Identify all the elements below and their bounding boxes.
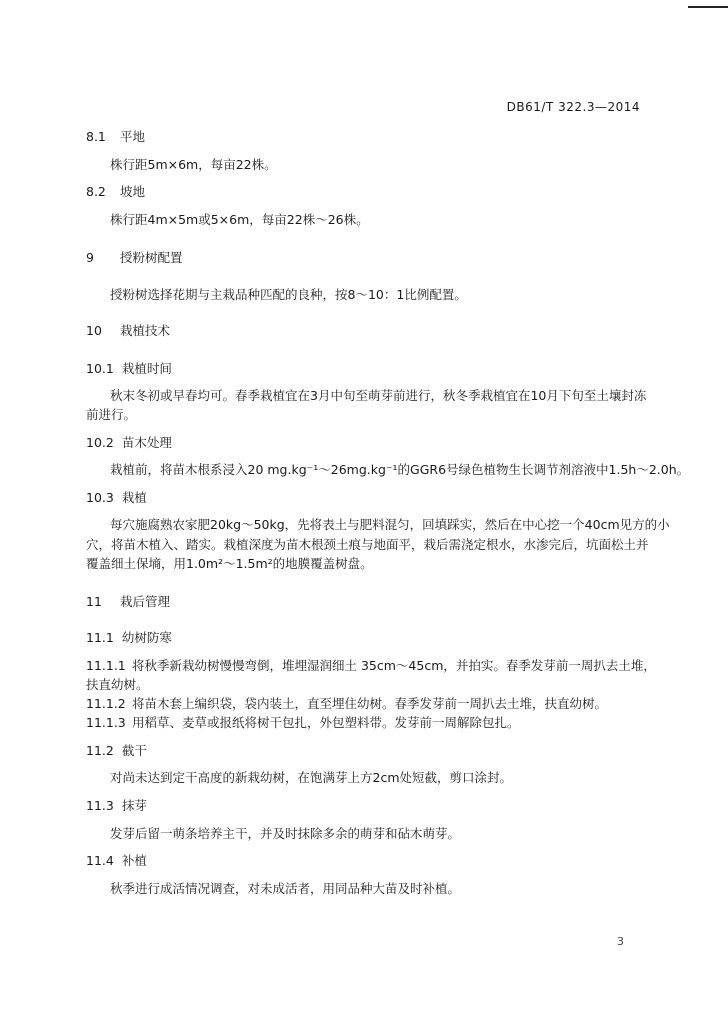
section-number: 10 (86, 323, 102, 338)
section-title: 平地 (120, 129, 146, 144)
heading-10-3 (86, 489, 642, 507)
section-title: 幼树防寒 (121, 630, 172, 645)
page-number: 3 (617, 935, 624, 948)
section-title: 栽植 (121, 490, 147, 505)
heading-9 (86, 249, 642, 267)
heading-10-2 (86, 434, 642, 452)
item-number: 11.1.1 (86, 658, 126, 673)
page-corner-mark (688, 0, 728, 8)
paragraph-8-2: 株行距4m×5m或5×6m，每亩22株～26株。 (110, 212, 369, 227)
section-title: 抹芽 (121, 798, 147, 813)
section-title: 栽植时间 (121, 361, 172, 376)
section-title: 栽植技术 (120, 323, 171, 338)
item-11-1-3 (86, 714, 642, 732)
heading-10-1 (86, 360, 642, 378)
heading-11-1 (86, 629, 642, 647)
heading-10 (86, 322, 642, 340)
paragraph-11-2: 对尚未达到定干高度的新栽幼树，在饱满芽上方2cm处短截，剪口涂封。 (110, 770, 513, 785)
paragraph-10-3-line-2: 穴，将苗木植入、踏实。栽植深度为苗木根颈土痕与地面平，栽后需浇定根水，水渗完后，坑面松土并 (86, 537, 649, 552)
heading-11 (86, 593, 642, 611)
section-title: 坡地 (120, 184, 146, 199)
item-11-1-1 (86, 657, 656, 675)
paragraph-10-1-line-2: 前进行。 (86, 407, 137, 422)
section-number: 11 (86, 594, 102, 609)
paragraph-10-1-line-1: 秋末冬初或早春均可。春季栽植宜在3月中旬至萌芽前进行，秋冬季栽植宜在10月下旬至土壤封冻 (110, 388, 647, 403)
item-number: 11.1.3 (86, 715, 126, 730)
paragraph-11-3: 发芽后留一萌条培养主干，并及时抹除多余的萌芽和砧木萌芽。 (110, 826, 461, 841)
section-number: 11.4 (86, 853, 114, 868)
section-title: 补植 (121, 853, 147, 868)
paragraph-9: 授粉树选择花期与主栽品种匹配的良种，按8～10：1比例配置。 (110, 287, 467, 302)
section-number: 8.2 (86, 184, 106, 199)
section-number: 11.1 (86, 630, 114, 645)
section-title: 授粉树配置 (120, 250, 183, 265)
section-title: 栽后管理 (120, 594, 171, 609)
section-number: 10.3 (86, 490, 114, 505)
heading-8-1 (86, 128, 642, 146)
section-title: 苗木处理 (121, 435, 172, 450)
item-text: 将苗木套上编织袋，袋内装土，直至埋住幼树。春季发芽前一周扒去土堆，扶直幼树。 (132, 696, 608, 711)
standard-code: DB61/T 322.3—2014 (506, 100, 640, 114)
paragraph-10-2: 栽植前，将苗木根系浸入20 mg.kg⁻¹～26mg.kg⁻¹的GGR6号绿色植物生长调节剂溶液中1.5h～2.0h。 (110, 462, 690, 477)
item-text: 用稻草、麦草或报纸将树干包扎，外包塑料带。发芽前一周解除包扎。 (132, 715, 520, 730)
item-11-1-2 (86, 695, 642, 713)
section-number: 8.1 (86, 129, 106, 144)
item-number: 11.1.2 (86, 696, 126, 711)
paragraph-11-4: 秋季进行成活情况调查，对未成活者，用同品种大苗及时补植。 (110, 881, 461, 896)
heading-11-3 (86, 797, 642, 815)
paragraph-10-3-line-3: 覆盖细土保墒，用1.0m²～1.5m²的地膜覆盖树盘。 (86, 556, 373, 571)
heading-11-4 (86, 852, 642, 870)
heading-11-2 (86, 742, 642, 760)
section-title: 截干 (121, 743, 147, 758)
section-number: 10.1 (86, 361, 114, 376)
heading-8-2 (86, 183, 642, 201)
paragraph-10-3-line-1: 每穴施腐熟农家肥20kg～50kg，先将表土与肥料混匀，回填踩实，然后在中心挖一个40cm见方的小 (110, 517, 670, 532)
paragraph-8-1: 株行距5m×6m，每亩22株。 (110, 157, 277, 172)
section-number: 11.3 (86, 798, 114, 813)
item-text: 将秋季新栽幼树慢慢弯倒，堆埋湿润细土 35cm～45cm，并拍实。春季发芽前一周扒去土堆， (132, 658, 656, 673)
section-number: 10.2 (86, 435, 114, 450)
item-11-1-1-continued: 扶直幼树。 (86, 677, 149, 692)
section-number: 9 (86, 250, 94, 265)
section-number: 11.2 (86, 743, 114, 758)
